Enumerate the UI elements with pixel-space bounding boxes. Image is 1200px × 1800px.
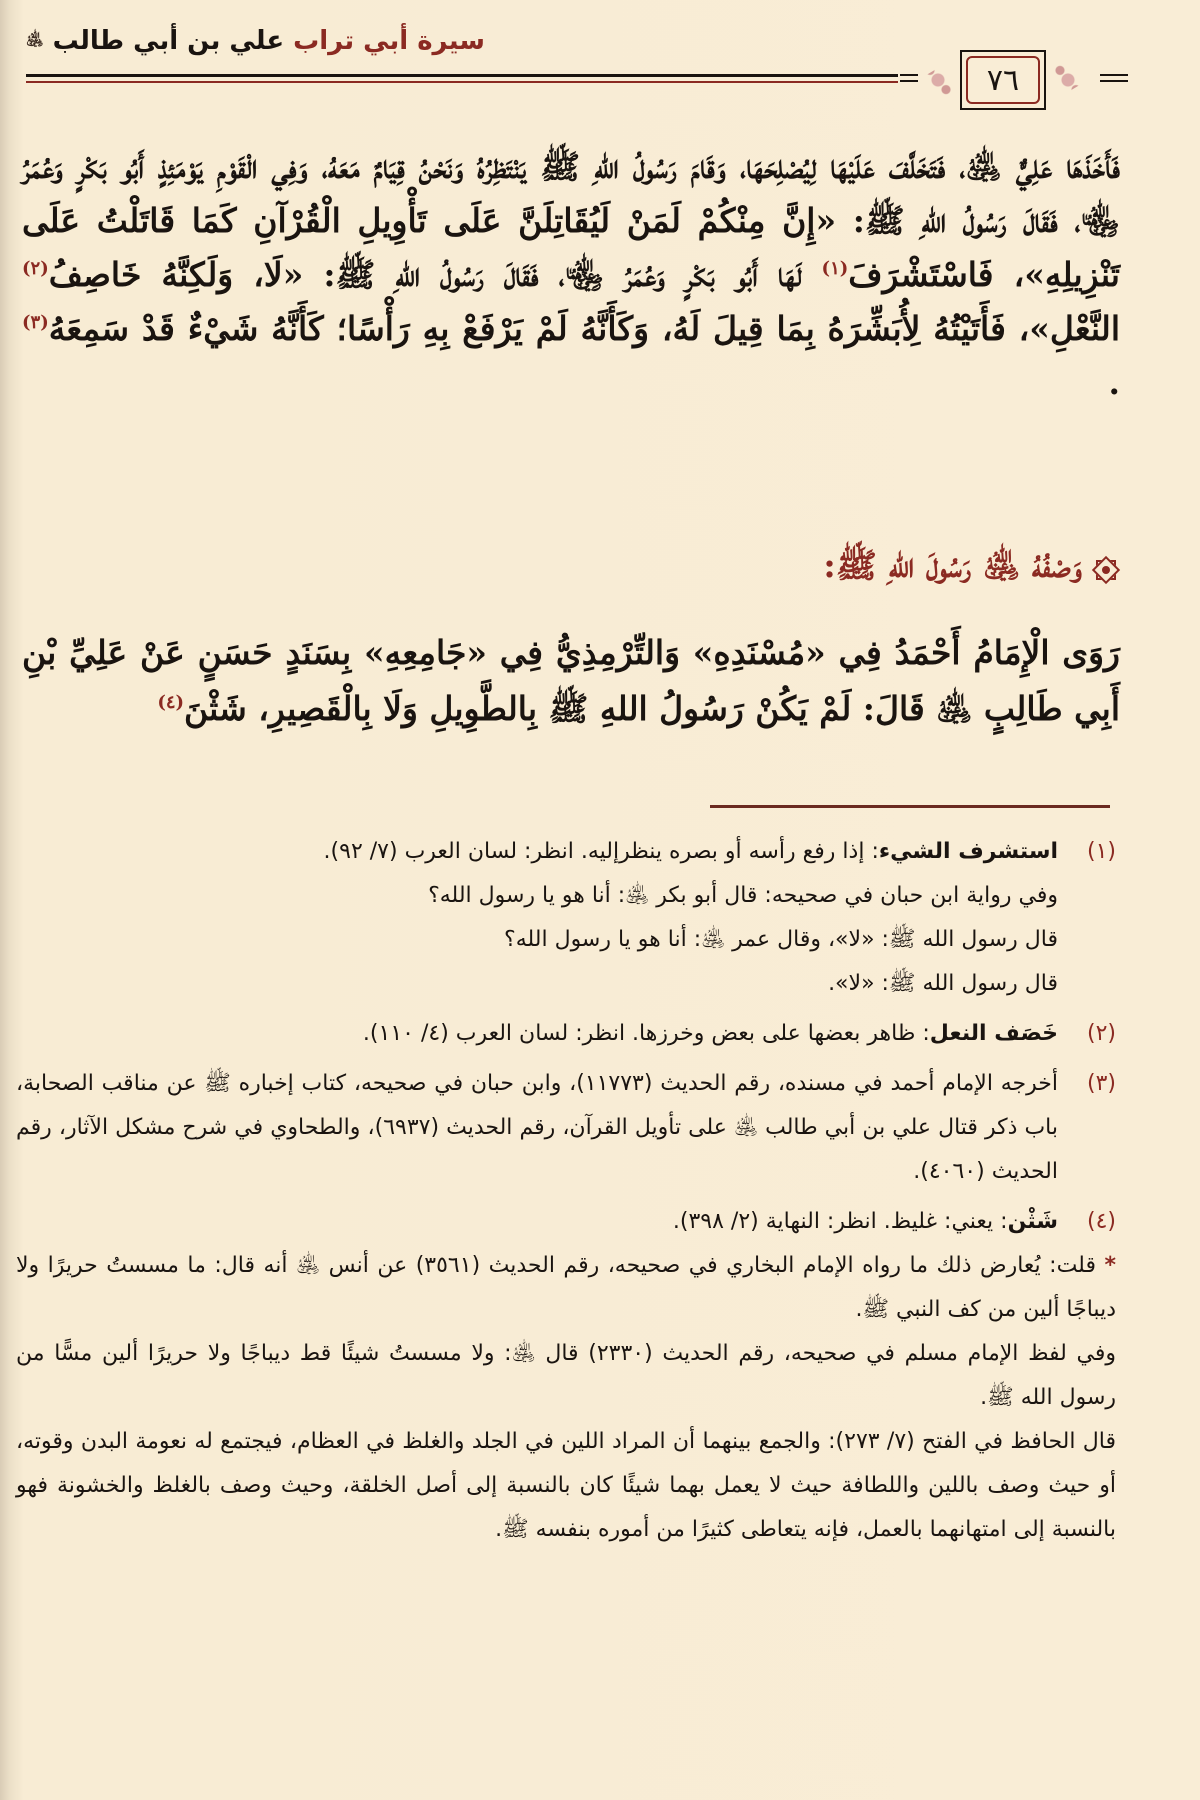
text-run: . [1108,363,1120,402]
rule-black [26,74,898,77]
footnote-keyword: استشرف الشيء [878,839,1058,864]
book-title-black: علي بن أبي طالب [52,26,285,56]
footnote-ref-2[interactable]: (٢) [22,258,49,279]
footnote-keyword: خَصَف النعل [929,1021,1058,1046]
footnote-text: : ظاهر بعضها على بعض وخرزها. انظر: لسان العرب (٤/ ١١٠). [362,1021,930,1046]
text-run: رَوَى الْإِمَامُ أَحْمَدُ فِي «مُسْنَدِهِ» وَالتِّرْمِذِيُّ فِي «جَامِعِهِ» بِسَنَدٍ حَسَنٍ عَنْ عَلِيِّ بْنِ أَبِي طَالِبٍ ﵁ قَالَ: لَمْ يَكُنْ رَسُولُ اللهِ ﷺ بِالطَّوِيلِ وَلَا بِالْقَصِيرِ، شَثْنَ [22,633,1120,728]
text-run: ، فَاسْتَشْرَفَ [848,255,1025,294]
rule-red [26,81,898,83]
asterisk-icon: * [1104,1253,1116,1278]
footnote-text: أخرجه الإمام أحمد في مسنده، رقم الحديث (١١٧٧٣)، وابن حبان في صحيحه، كتاب إخباره ﷺ عن مناقب الصحابة، باب ذكر قتال علي بن أبي طالب ﵁ على تأويل القرآن، رقم الحديث (٦٩٣٧)، والطحاوي في شرح مشكل الآثار، رقم الحديث (٤٠٦٠). [16,1071,1059,1184]
footnote-ref-3[interactable]: (٣) [22,312,49,333]
note-keyword: قلت [1056,1253,1096,1278]
hadith-quote: «لَا، وَلَكِنَّهُ خَاصِفُ [48,255,304,294]
footnote-text: قال رسول الله ﷺ: «لا». [828,971,1058,996]
footnote-number: (٤) [1086,1209,1116,1234]
running-header [20,18,1170,108]
text-run: لَهَا أَبُو بَكْرٍ وَعُمَرُ ﵄، فَقَالَ رَسُولُ اللهِ ﷺ: [303,255,822,294]
main-text-block-2 [22,625,1120,737]
footnote-text: وفي رواية ابن حبان في صحيحه: قال أبو بكر ﵁: أنا هو يا رسول الله؟ [428,883,1058,908]
footnote-text: : إذا رفع رأسه أو بصره ينظرإليه. انظر: لسان العرب (٧/ ٩٢). [323,839,879,864]
note-text: قال الحافظ في الفتح (٧/ ٢٧٣): والجمع بينهما أن المراد اللين في الجلد والغلظ في العظام، فيجتمع له نعومة البدن وقوته، أو حيث وصف باللين واللطافة حيث لا يعمل بهما شيئًا كان بالنسبة إلى أصل الخلقة، وحيث وصف بالغلظ والخشونة فهو بالنسبة إلى امتهانهما بالعمل، فإنه يتعاطى كثيرًا من أموره بنفسه ﷺ. [16,1429,1116,1542]
octagram-bullet-icon [1092,556,1120,584]
note-text: : يُعارض ذلك ما رواه الإمام البخاري في صحيحه، رقم الحديث (٣٥٦١) عن أنس ﵁ أنه قال: ما مسستُ حريرًا ولا ديباجًا ألين من كف النبي ﷺ. [16,1253,1116,1322]
page-number-ornament [900,50,1130,110]
footnotes [16,830,1116,1552]
book-title [26,26,485,56]
footnote-text: : يعني: غليظ. انظر: النهاية (٢/ ٣٩٨). [672,1209,1008,1234]
note-text: وفي لفظ الإمام مسلم في صحيحه، رقم الحديث (٢٣٣٠) قال ﵁: ولا مسستُ شيئًا قط ديباجًا ولا حريرًا ألين مسًّا من رسول الله ﷺ. [16,1341,1116,1410]
footnote-keyword: شَثْن [1007,1209,1058,1234]
footnote-text: قال رسول الله ﷺ: «لا»، وقال عمر ﵁: أنا هو يا رسول الله؟ [504,927,1058,952]
honorific-glyph-icon: ﵁ [26,30,44,49]
footnote-number: (١) [1086,839,1116,864]
page-number-box [960,50,1046,110]
footnote-ref-4[interactable]: (٤) [157,692,185,713]
section-heading [823,545,1120,594]
main-paragraph [22,140,1120,410]
text-run: فَأَخَذَهَا عَلِيٌّ ﵁، فَتَخَلَّفَ عَلَيْهَا لِيُصْلِحَهَا، وَقَامَ رَسُولُ اللهِ ﷺ يَنْتَظِرُهُ وَنَحْنُ قِيَامٌ مَعَهُ، وَفِي الْقَوْمِ يَوْمَئِذٍ أَبُو بَكْرٍ وَعُمَرُ ﵄، فَقَالَ رَسُولُ اللهِ ﷺ: [22,147,1120,240]
footnote-ref-1[interactable]: (١) [821,258,849,279]
main-text-block [22,140,1120,410]
footnote-1 [16,830,1116,1006]
dash-right-icon [1100,74,1128,84]
footnote-2 [16,1012,1116,1056]
book-title-red: سيرة أبي تراب [293,26,485,56]
footnote-separator [710,805,1110,808]
editor-note [16,1244,1116,1552]
footnote-3 [16,1062,1116,1194]
section-heading-text: وَصْفُهُ ﵁ رَسُولَ اللهِ ﷺ: [823,546,1082,586]
page-number: ٧٦ [966,56,1040,104]
floral-ornament-left-icon [918,56,958,104]
main-paragraph-2 [22,625,1120,737]
dash-left-icon [900,74,918,84]
floral-ornament-right-icon [1048,56,1088,104]
text-run: ، فَأَتَيْتُهُ لِأُبَشِّرَهُ بِمَا قِيلَ لَهُ، وَكَأَنَّهُ لَمْ يَرْفَعْ بِهِ رَأْسًا؛ كَأَنَّهُ شَيْءٌ قَدْ سَمِعَهُ [48,309,1030,348]
footnote-number: (٢) [1086,1021,1116,1046]
header-double-rule [26,74,898,84]
footnote-4 [16,1200,1116,1244]
footnote-number: (٣) [1086,1071,1116,1096]
hadith-quote: «إِنَّ مِنْكُمْ لَمَنْ لَيُقَاتِلَنَّ عَلَى تَأْوِيلِ الْقُرْآنِ كَمَا قَاتَلْتُ عَلَى تَنْزِيلِهِ» [22,201,1120,294]
hadith-quote: النَّعْلِ» [1029,309,1120,348]
